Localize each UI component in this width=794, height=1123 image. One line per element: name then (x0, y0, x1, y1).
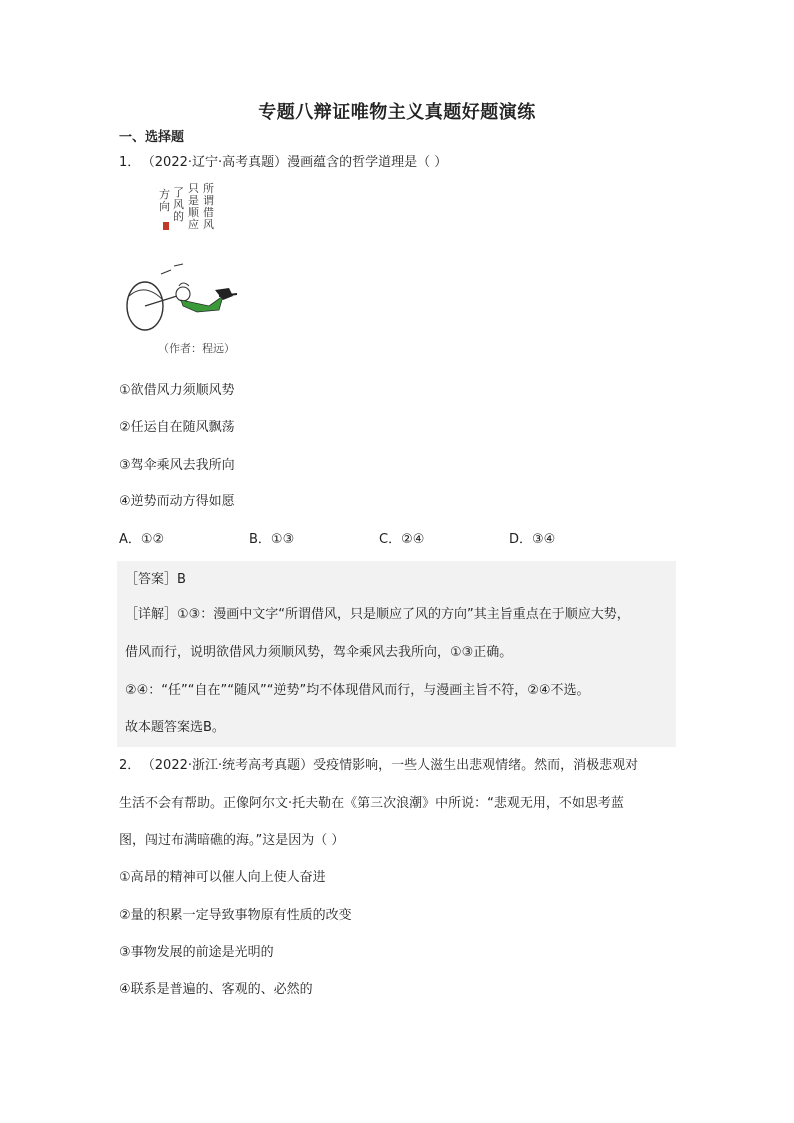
q2-option-1: ①高昂的精神可以催人向上使人奋进 (119, 870, 326, 885)
svg-text:谓: 谓 (203, 194, 214, 207)
q2-option-2: ②量的积累一定导致事物原有性质的改变 (119, 908, 352, 923)
svg-text:所: 所 (203, 182, 214, 195)
svg-text:是: 是 (188, 194, 199, 207)
section-heading: 一、选择题 (119, 130, 185, 145)
answer-box (117, 561, 676, 747)
q2-option-3: ③事物发展的前途是光明的 (119, 945, 274, 960)
cartoon-caption: （作者：程远） (158, 342, 235, 355)
question-2-stem-line: 图，闯过布满暗礁的海。”这是因为（ ） (119, 833, 345, 848)
q1-option-3: ③驾伞乘风去我所向 (119, 458, 235, 473)
svg-text:风: 风 (203, 218, 214, 231)
svg-text:风: 风 (173, 198, 184, 211)
question-2-stem-line: 生活不会有帮助。正像阿尔文·托夫勒在《第三次浪潮》中所说：“悲观无用，不如思考蓝 (119, 796, 624, 811)
svg-text:只: 只 (188, 182, 199, 195)
seal-stamp (163, 222, 169, 230)
svg-text:借: 借 (203, 206, 214, 219)
choice-a: A．①② (119, 532, 165, 547)
q1-option-2: ②任运自在随风飘荡 (119, 420, 235, 435)
page-title: 专题八辩证唯物主义真题好题演练 (258, 102, 536, 123)
choice-d: D．③④ (509, 532, 556, 547)
svg-text:方: 方 (159, 188, 170, 201)
detail-line: ②④：“任”“自在”“随风”“逆势”均不体现借风而行，与漫画主旨不符，②④不选。 (125, 683, 590, 698)
question-number: 1． (119, 155, 141, 170)
answer-label: ［答案］B (125, 572, 186, 587)
svg-text:的: 的 (173, 210, 184, 223)
choice-c: C．②④ (379, 532, 425, 547)
question-text: （2022·辽宁·高考真题）漫画蕴含的哲学道理是（ ） (148, 155, 448, 170)
q1-choices (119, 528, 639, 547)
q1-option-4: ④逆势而动方得如愿 (119, 494, 235, 509)
detail-line: ［详解］①③：漫画中文字“所谓借风，只是顺应了风的方向”其主旨重点在于顺应大势， (125, 607, 630, 622)
detail-line: 借风而行，说明欲借风力须顺风势，驾伞乘风去我所向，①③正确。 (125, 645, 513, 660)
svg-text:顺: 顺 (188, 206, 199, 219)
cartoon-image (119, 178, 249, 358)
question-number: 2． (119, 758, 141, 773)
choice-b: B．①③ (249, 532, 295, 547)
question-text: （2022·浙江·统考高考真题）受疫情影响，一些人滋生出悲观情绪。然而，消极悲观对 (148, 758, 639, 773)
svg-text:应: 应 (188, 218, 199, 231)
q2-option-4: ④联系是普遍的、客观的、必然的 (119, 982, 313, 997)
svg-text:了: 了 (173, 186, 184, 199)
question-2-stem (119, 754, 638, 773)
svg-text:向: 向 (159, 200, 170, 213)
detail-line: 故本题答案选B。 (125, 720, 225, 735)
question-1-stem (119, 151, 447, 170)
q1-option-1: ①欲借风力须顺风势 (119, 383, 235, 398)
